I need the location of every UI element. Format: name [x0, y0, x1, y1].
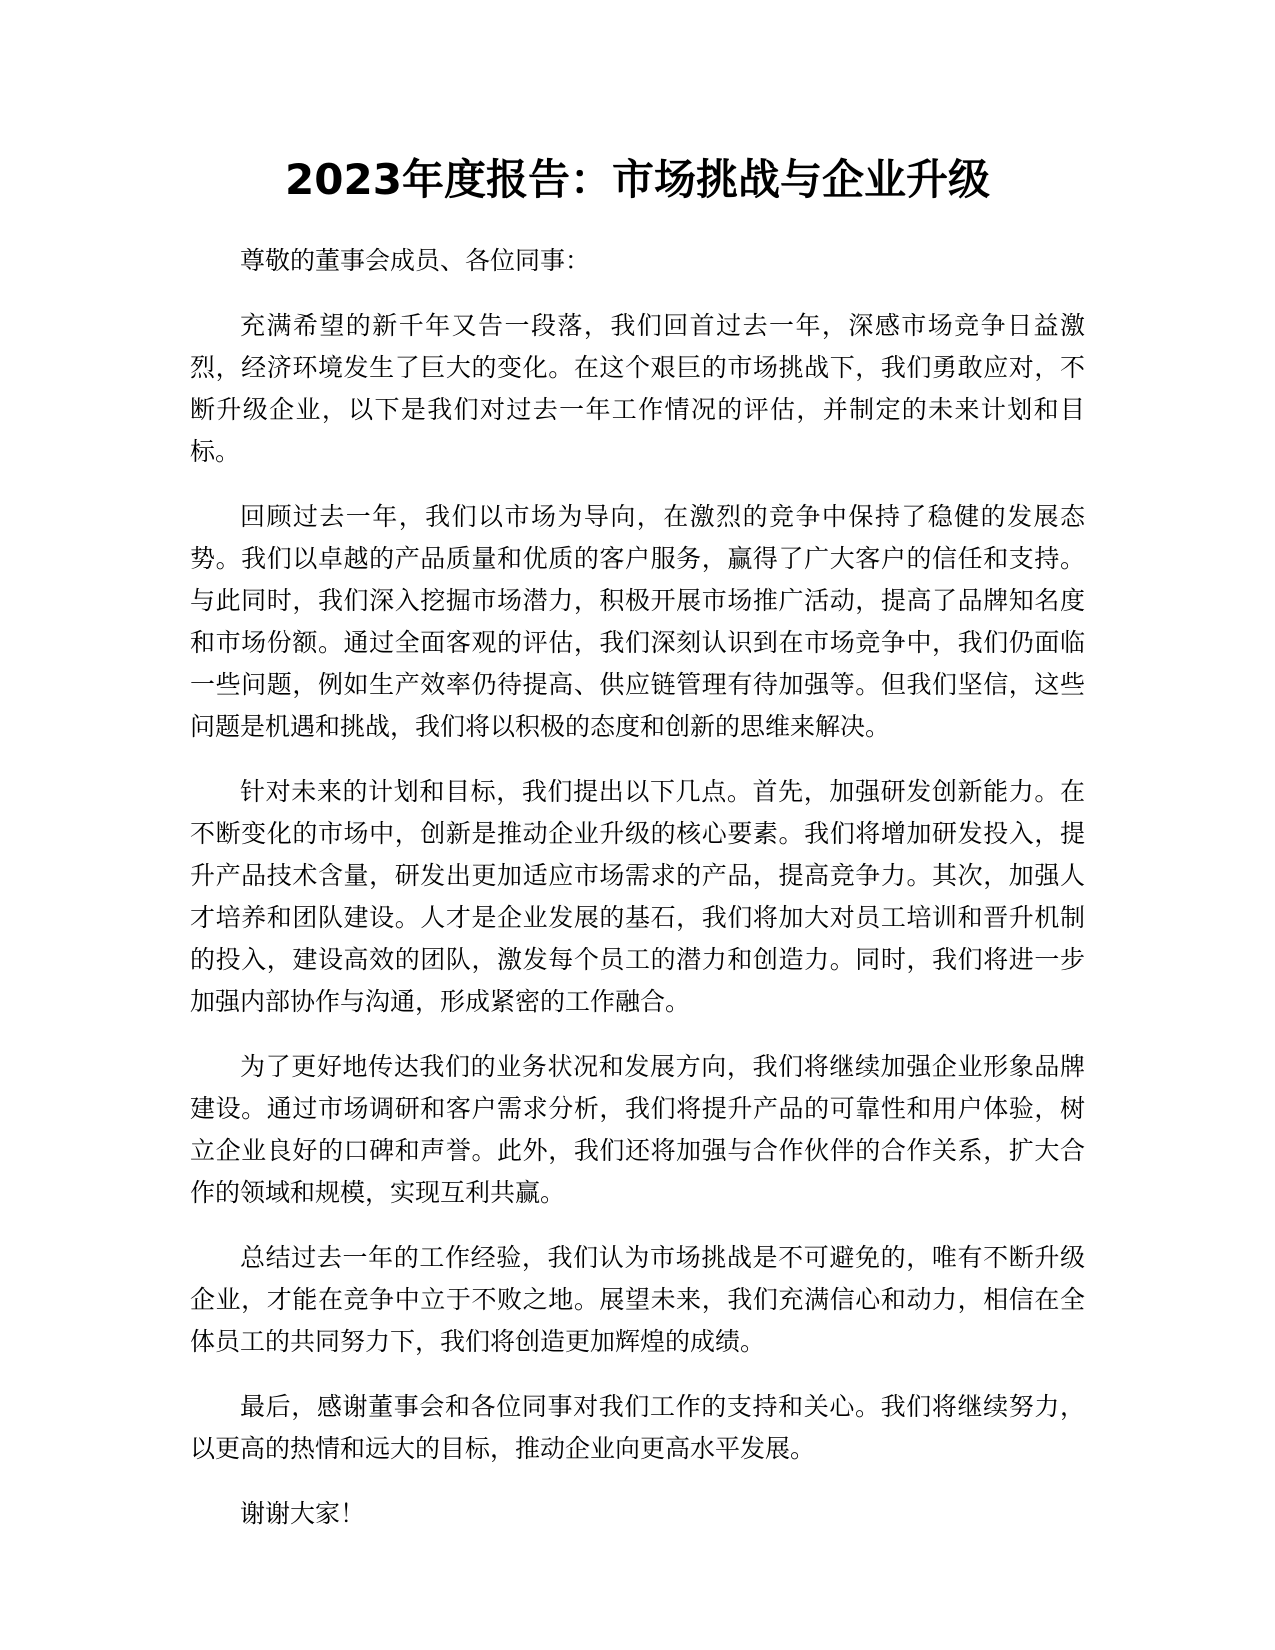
body-paragraph-2: 回顾过去一年，我们以市场为导向，在激烈的竞争中保持了稳健的发展态势。我们以卓越的产品质量和优质的客户服务，赢得了广大客户的信任和支持。与此同时，我们深入挖掘市场潜力，积极开展市场推广活动，提高了品牌知名度和市场份额。通过全面客观的评估，我们深刻认识到在市场竞争中，我们仍面临一些问题，例如生产效率仍待提高、供应链管理有待加强等。但我们坚信，这些问题是机遇和挑战，我们将以积极的态度和创新的思维来解决。	[190, 502, 1085, 741]
greeting-paragraph: 尊敬的董事会成员、各位同事：	[240, 246, 591, 275]
closing-paragraph: 谢谢大家！	[240, 1499, 366, 1528]
body-paragraph-1: 充满希望的新千年又告一段落，我们回首过去一年，深感市场竞争日益激烈，经济环境发生了巨大的变化。在这个艰巨的市场挑战下，我们勇敢应对，不断升级企业，以下是我们对过去一年工作情况的评估，并制定的未来计划和目标。	[190, 311, 1085, 466]
body-paragraph-6: 最后，感谢董事会和各位同事对我们工作的支持和关心。我们将继续努力，以更高的热情和远大的目标，推动企业向更高水平发展。	[190, 1392, 1085, 1463]
body-paragraph-5: 总结过去一年的工作经验，我们认为市场挑战是不可避免的，唯有不断升级企业，才能在竞争中立于不败之地。展望未来，我们充满信心和动力，相信在全体员工的共同努力下，我们将创造更加辉煌的成绩。	[190, 1243, 1085, 1356]
body-paragraph-4: 为了更好地传达我们的业务状况和发展方向，我们将继续加强企业形象品牌建设。通过市场调研和客户需求分析，我们将提升产品的可靠性和用户体验，树立企业良好的口碑和声誉。此外，我们还将加强与合作伙伴的合作关系，扩大合作的领域和规模，实现互利共赢。	[190, 1052, 1085, 1207]
document-body	[190, 240, 1085, 1535]
body-paragraph-3: 针对未来的计划和目标，我们提出以下几点。首先，加强研发创新能力。在不断变化的市场中，创新是推动企业升级的核心要素。我们将增加研发投入，提升产品技术含量，研发出更加适应市场需求的产品，提高竞争力。其次，加强人才培养和团队建设。人才是企业发展的基石，我们将加大对员工培训和晋升机制的投入，建设高效的团队，激发每个员工的潜力和创造力。同时，我们将进一步加强内部协作与沟通，形成紧密的工作融合。	[190, 777, 1085, 1016]
document-title: 2023年度报告：市场挑战与企业升级	[285, 155, 990, 204]
